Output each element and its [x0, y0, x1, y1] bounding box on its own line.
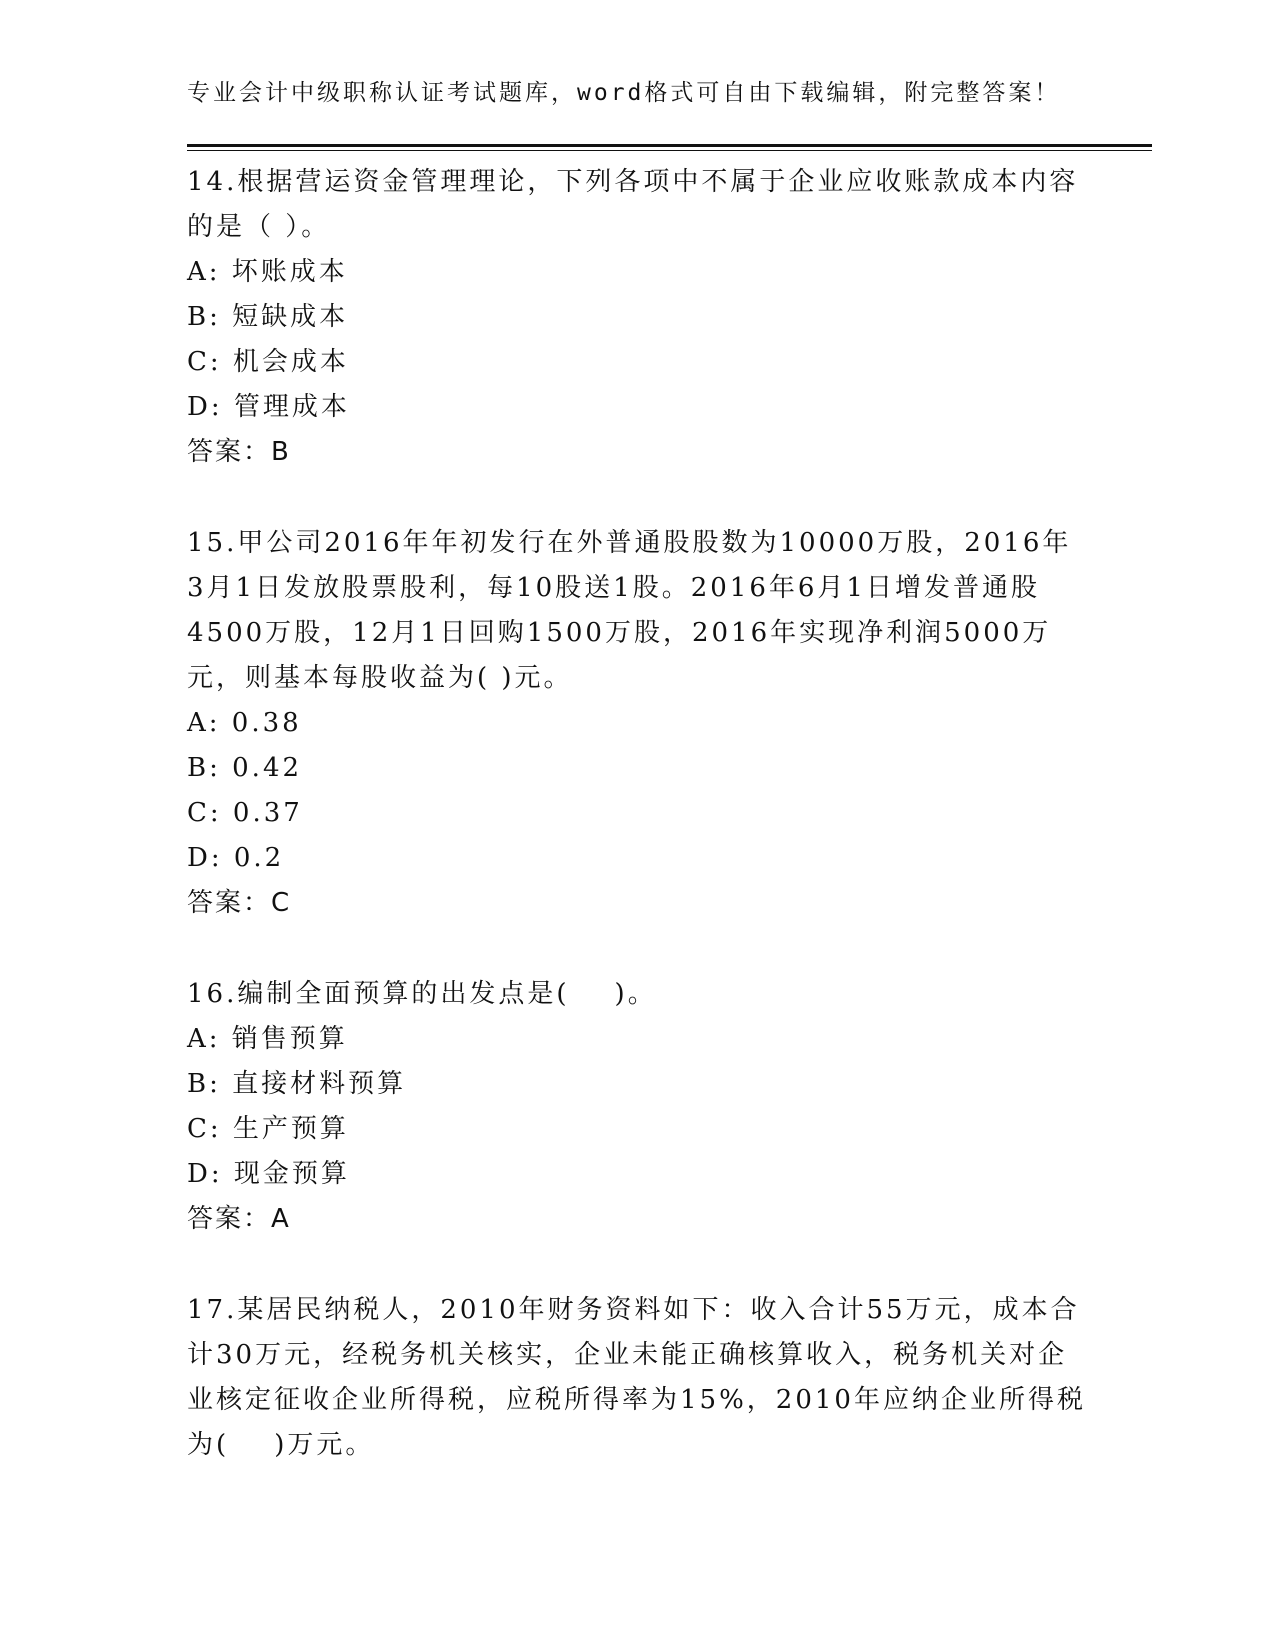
answer: 答案：A	[187, 1204, 291, 1234]
option-c: C: 机会成本	[187, 347, 349, 377]
option-d: D: 管理成本	[187, 392, 350, 422]
option-a: A: 0.38	[187, 708, 302, 738]
header-rule-thin	[187, 150, 1152, 151]
question-stem: 14.根据营运资金管理理论，下列各项中不属于企业应收账款成本内容的是（ ）。	[187, 167, 1079, 242]
question-list	[187, 160, 1087, 1514]
question-stem: 15.甲公司2016年年初发行在外普通股股数为10000万股，2016年3月1日发放股票股利，每10股送1股。2016年6月1日增发普通股4500万股，12月1日回购1500万股，2016年实现净利润5000万元，则基本每股收益为( )元。	[187, 528, 1072, 693]
document-header: 专业会计中级职称认证考试题库，word格式可自由下载编辑，附完整答案！	[187, 80, 1061, 106]
option-a: A: 销售预算	[187, 1024, 348, 1054]
answer: 答案：B	[187, 437, 291, 467]
question-15	[187, 521, 1087, 926]
option-b: B: 0.42	[187, 753, 303, 783]
option-c: C: 生产预算	[187, 1114, 349, 1144]
answer: 答案：C	[187, 888, 292, 918]
question-16	[187, 972, 1087, 1242]
option-b: B: 短缺成本	[187, 302, 349, 332]
question-stem: 16.编制全面预算的出发点是( )。	[187, 979, 657, 1009]
option-d: D: 0.2	[187, 843, 285, 873]
option-a: A: 坏账成本	[187, 257, 348, 287]
option-c: C: 0.37	[187, 798, 303, 828]
option-d: D: 现金预算	[187, 1159, 350, 1189]
question-stem: 17.某居民纳税人，2010年财务资料如下：收入合计55万元，成本合计30万元，经税务机关核实，企业未能正确核算收入，税务机关对企业核定征收企业所得税，应税所得率为15%，2010年应纳企业所得税为( )万元。	[187, 1295, 1086, 1460]
question-14	[187, 160, 1087, 475]
question-17	[187, 1288, 1087, 1468]
header-rule-thick	[187, 144, 1152, 147]
option-b: B: 直接材料预算	[187, 1069, 407, 1099]
